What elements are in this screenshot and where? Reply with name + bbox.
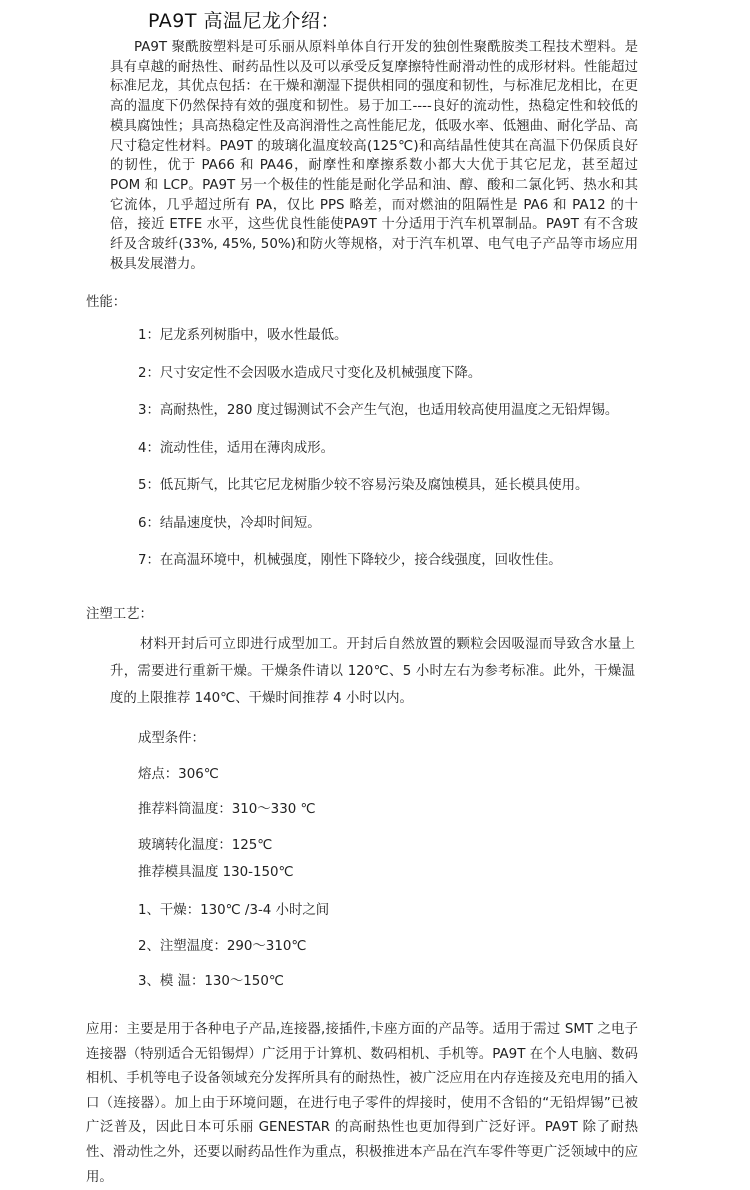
recommended-mold-temperature: 推荐模具温度 130-150℃ [138, 865, 294, 880]
glass-transition-temperature: 玻璃转化温度：125℃ [138, 838, 273, 853]
application-paragraph: 应用：主要是用于各种电子产品,连接器,接插件,卡座方面的产品等。适用于需过 SMT 之电子连接器（特别适合无铅锡焊）广泛用于计算机、数码相机、手机等。PA9T 在个人电脑、数码相机、手机等电子设备领域充分发挥所具有的耐热性，被广泛应用在内存连接及充电用的插入口（连接器）。加上由于环境问题，在进行电子零件的焊接时，使用不含铅的“无铅焊锡”已被广泛普及，因此日本可乐丽 GENESTAR 的高耐热性也更加得到广泛好评。PA9T 除了耐热性、滑动性之外，还要以耐药品性作为重点，积极推进本产品在汽车零件等更广泛领域中的应用。 [86, 1022, 638, 1185]
intro-paragraph: PA9T 聚酰胺塑料是可乐丽从原料单体自行开发的独创性聚酰胺类工程技术塑料。是具有卓越的耐热性、耐药品性以及可以承受反复摩擦特性耐滑动性的成形材料。性能超过标准尼龙，其优点包括：在干燥和潮湿下提供相同的强度和韧性，与标准尼龙相比，在更高的温度下仍然保持有效的强度和韧性。易于加工----良好的流动性，热稳定性和较低的模具腐蚀性；具高热稳定性及高润滑性之高性能尼龙，低吸水率、低翘曲、耐化学品、高尺寸稳定性材料。PA9T 的玻璃化温度较高(125℃)和高结晶性使其在高温下仍保质良好的韧性，优于 PA66 和 PA46，耐摩性和摩擦系数小都大大优于其它尼龙，甚至超过 POM 和 LCP。PA9T 另一个极佳的性能是耐化学品和油、醇、酸和二氯化钙、热水和其它流体，几乎超过所有 PA，仅比 PPS 略差，而对燃油的阻隔性是 PA6 和 PA12 的十倍，接近 ETFE 水平，这些优良性能使PA9T 十分适用于汽车机罩制品。PA9T 有不含玻纤及含玻纤(33%, 45%, 50%)和防火等规格，对于汽车机罩、电气电子产品等市场应用极具发展潜力。 [110, 40, 638, 272]
molding-heading: 注塑工艺： [86, 607, 153, 622]
drying-condition: 1、干燥：130℃ /3-4 小时之间 [138, 903, 330, 918]
property-item: 5：低瓦斯气，比其它尼龙树脂少较不容易污染及腐蚀模具，延长模具使用。 [138, 478, 589, 493]
property-item: 1：尼龙系列树脂中，吸水性最低。 [138, 328, 348, 343]
document-title: PA9T 高温尼龙介绍： [148, 10, 340, 32]
property-item: 6：结晶速度快，冷却时间短。 [138, 515, 321, 531]
property-item: 2：尺寸安定性不会因吸水造成尺寸变化及机械强度下降。 [138, 365, 482, 381]
property-item: 7：在高温环境中，机械强度，刚性下降较少，接合线强度，回收性佳。 [138, 553, 562, 568]
barrel-temperature: 推荐料筒温度：310～330 ℃ [138, 802, 316, 817]
molding-paragraph: 材料开封后可立即进行成型加工。开封后自然放置的颗粒会因吸湿而导致含水量上升，需要进行重新干燥。干燥条件请以 120℃、5 小时左右为参考标准。此外，干燥温度的上限推荐 140℃、干燥时间推荐 4 小时以内。 [110, 637, 635, 706]
property-item: 4：流动性佳，适用在薄肉成形。 [138, 440, 334, 456]
melting-point: 熔点：306℃ [138, 767, 219, 782]
properties-list [138, 326, 618, 589]
conditions-label: 成型条件： [138, 731, 205, 746]
mold-temperature: 3、模 温：130～150℃ [138, 974, 284, 989]
property-item: 3：高耐热性，280 度过锡测试不会产生气泡，也适用较高使用温度之无铅焊锡。 [138, 403, 619, 418]
injection-temperature: 2、注塑温度：290～310℃ [138, 939, 307, 954]
properties-heading: 性能： [86, 295, 127, 310]
